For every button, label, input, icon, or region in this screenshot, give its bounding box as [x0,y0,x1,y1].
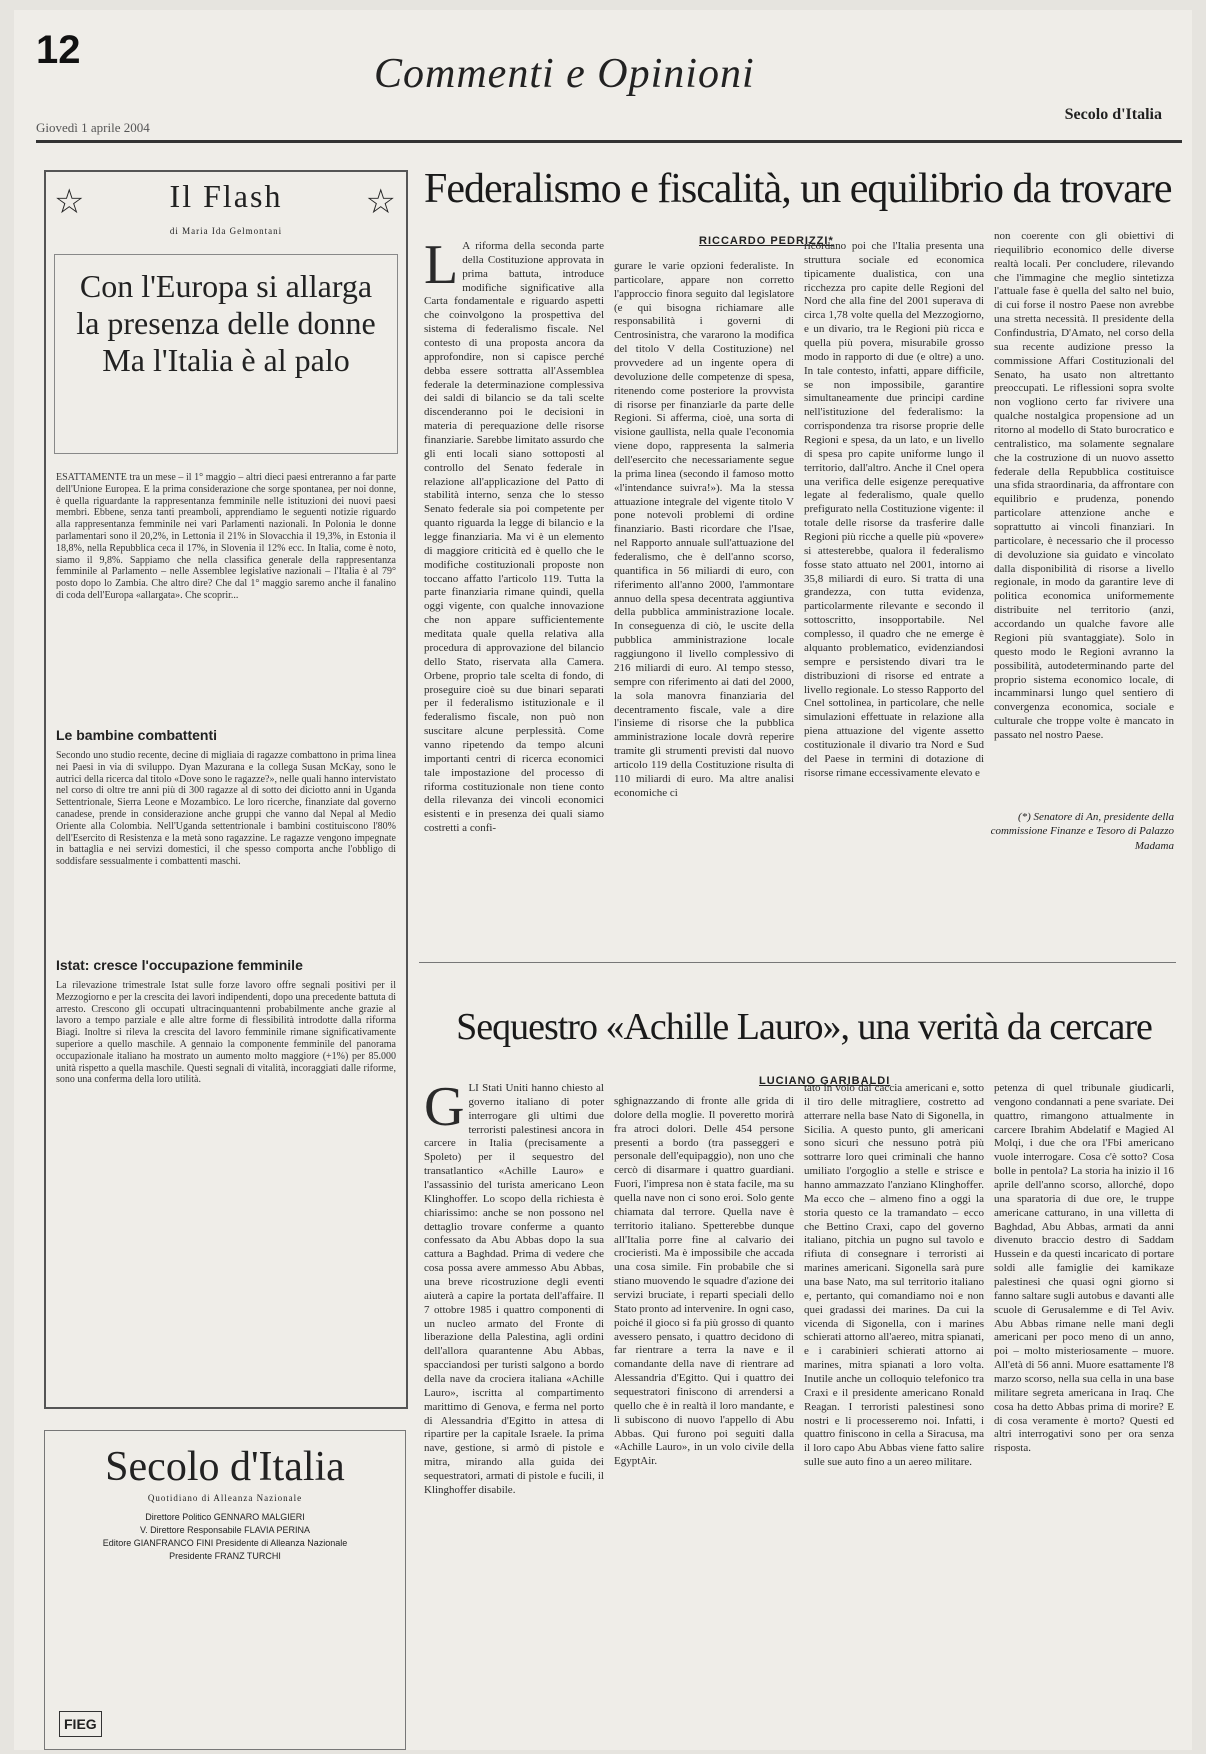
flash-byline: di Maria Ida Gelmontani [169,226,283,236]
flash-title: Il Flash [169,178,283,214]
credit-line: V. Direttore Responsabile FLAVIA PERINA [139,1525,311,1536]
page-number: 12 [36,28,81,72]
article2-col [424,1082,604,1742]
article2-col: sghignazzando di fronte alle grida di dolore della moglie. Il poveretto morirà fra atroci dolori. Delle 454 persone presenti a bordo (tra passeggeri e personale dell'equipaggio), non uno che cercò di disarmare i quattro guardiani. Fuori, l'impresa non è stata facile, ma su quella nave non ci sono eroi. Solo gente chiamata dal terrore. Quella nave è territorio italiano. Spetterebbe dunque all'Italia porre fine al calvario dei crocieristi. Ma è impossibile che accada una cosa simile. Fin probabile che si stiano muovendo le squadre d'azione dei servizi bruciate, i reparti speciali dello Stato pronto ad intervenire. In ogni caso, poiché il gioco si fa più grosso di quanto avessero pensato, i quattro decidono di far rientrare a terra la nave e il comandante della nave di rientrare ad Alessandria d'Egitto. Qui i quattro dei sequestratori finiscono di arrendersi a quello che è in realtà il loro mandante, e lì subiscono di nuovo l'appello di Abu Abbas. Qui furono poi seguiti dalla «Achille Lauro», in un volo civile della EgyptAir. [614,1095,794,1468]
article1-col: non coerente con gli obiettivi di riequilibrio economico delle diverse realtà locali. Per concludere, rilevando che l'immagine che meglio sintetizza l'attuale fase è quella del salto nel buio, di cui forse il nostro Paese non avrebbe una stretta necessità. Il presidente della Confindustria, D'Amato, nel corso della sua recente audizione presso la commissione Affari Costituzionali del Senato, ha usato non altrettanto preoccupati. Le riflessioni sopra svolte non vogliono certo far rivivere una qualche nostalgica propensione ad un ritorno al modello di Stato burocratico e centralistico, ma solamente segnalare che la costruzione di un nuovo assetto federale della Repubblica costituisce una sfida straordinaria, da affrontare con equilibrio e prudenza, ponendo particolare attenzione anche e soprattutto ai vincoli finanziari. In particolare, è necessario che il processo di devoluzione sia guidato e vincolato dalla disponibilità di risorse a livello regionale, in modo da garantire leve di politica economica uniformemente distribuite nel territorio (anzi, accordando un qualche favore alle Regioni più svantaggiate). Solo in questo modo le Regioni avranno la possibilità, autodeterminando parte del proprio sistema economico locale, di incamminarsi lungo quel sentiero di convergenza economica, sociale e culturale che troppe volte è mancato in passato nel nostro Paese. [994,230,1174,741]
article-divider [419,962,1176,963]
flash-text: Secondo uno studio recente, decine di migliaia di ragazze combattono in prima linea nei Paesi in via di sviluppo. Dyan Mazurana e la collega Susan McKay, sono le autrici della ricerca dal titolo «Dove sono le ragazze?», nelle quali hanno intervistato nel corso di oltre tre anni più di 300 ragazze al di sotto dei diciotto anni in Uganda Settentrionale, Sierra Leone e Mozambico. Le loro ricerche, finanziate dal governo canadese, prende in considerazione anche gruppi che vanno dal Nepal al Medio Oriente alla Colombia. Nell'Uganda settentrionale i bambini costituiscono l'80% dell'Esercito di Resistenza e la metà sono ragazzine. Le ragazze vengono impegnate in battaglia e nei servizi domestici, il che spesso comporta anche l'obbligo di soddisfare sessualmente i combattenti maschi. [56,750,396,868]
flash-intro-text: ESATTAMENTE tra un mese – il 1° maggio – altri dieci paesi entreranno a far parte dell'Unione Europea. E la prima considerazione che sorge spontanea, per noi donne, è quella riguardante la rappresentanza femminile nelle istituzioni dei nuovi paesi membri. Ebbene, senza tanti preamboli, apprendiamo le seguenti notizie riguardo alla rappresentanza femminile nei vari Parlamenti nazionali. In Polonia le donne parlamentari sono il 20,2%, in Lettonia il 21% in Slovacchia il 19,3%, in Estonia il 18,8%, nella Repubblica ceca il 17%, in Slovenia il 12% ecc. In Italia, come è noto, siamo il 9,8%. Sappiamo che nella classifica generale della rappresentanza femminile al Parlamento – nelle Assemblee legislative nazionali – l'Italia è al 79° posto dopo lo Zambia. Che altro dire? Che dal 1° maggio saremo anche il fanalino di coda dell'Europa «allargata». Che scoprir... [56,472,396,601]
article2-col: tato in volo dai caccia americani e, sotto il tiro delle mitragliere, costretto ad atterrare nella base Nato di Sigonella, in Sicilia. A questo punto, gli americani sono sicuri che nessuno potrà più sottrarre loro quei criminali che hanno umiliato l'orgoglio a stelle e strisce e hanno ammazzato l'anziano Klinghoffer. Ma ecco che – almeno fino a oggi la storia questo ce la tramandato – ecco che Bettino Craxi, capo del governo italiano, pitchia un pugno sul tavolo e rifiuta di consegnare i terroristi ai marines americani. Sigonella sarà pure una base Nato, ma sul territorio italiano e, pertanto, qui comandiamo noi e non quei gradassi dei marines. Da cui la vicenda di Sigonella, con i marines schierati attorno all'aereo, mitra spianati, e i carabinieri schierati attorno ai marines, mitra spianati a loro volta. Inutile anche un colloquio telefonico tra Craxi e il presidente americano Ronald Reagan. I terroristi palestinesi sono nostri e li processeremo noi. Infatti, i quattro finiscono in cella a Siracusa, ma il loro capo Abu Abbas viene fatto salire sulle sue auto fino a un aereo militare. [804,1082,984,1469]
drop-cap: L [424,240,459,296]
flash-headline-line: la presenza delle donne [76,305,376,342]
credit-line: Editore GIANFRANCO FINI Presidente di Alleanza Nazionale [102,1538,348,1549]
flash-headline-line: Ma l'Italia è al palo [102,342,350,379]
article1-col-text: A riforma della seconda parte della Costituzione approvata in prima battuta, introduce modifiche significative alla Carta fondamentale e riguardo aspetti che coinvolgono la prospettiva del sistema di federalismo fiscale. Nel contesto di una proposta ancora da approfondire, non si capisce perché debba essere sottratta all'Assemblea federale la determinazione complessiva dei saldi di bilancio se da tali scelte discenderanno poi le decisioni in materia di perequazione delle risorse finanziarie. Sarebbe limitato assurdo che gli enti locali siano sottoposti al controllo del Senato federale in relazione all'applicazione del Patto di stabilità interno, senza che lo stesso Senato federale sia poi competente per quanto riguarda la legge di bilancio e la legge finanziaria. Ma vi è un elemento di maggiore criticità ed è quello che le modifiche costituzionali proposte non toccano affatto l'articolo 119. Tutta la parte finanziaria rimane quindi, quella oggi vigente, con qualche innovazione che non appare sufficientemente meditata quale quella relativa alla procedura di approvazione del bilancio dello Stato, riservata alla Camera. Orbene, proprio tale scelta di fondo, di proseguire cioè su due binari separati per il federalismo istituzionale e il federalismo fiscale, non può non suscitare alcune perplessità. Come vanno ripetendo da tempo alcuni importanti centri di ricerca economici tale impostazione del processo di riforma costituzionale non tiene conto della rilevanza dei vincoli economici esistenti e in presenza dei quali siamo costretti a confi- [424,240,604,835]
flash-box [44,170,408,1409]
star-icon: ☆ [365,184,398,221]
header-rule [36,140,1182,143]
secolo-credits [65,1511,385,1563]
star-icon: ☆ [54,184,87,221]
flash-text: La rilevazione trimestrale Istat sulle forze lavoro offre segnali positivi per il Mezzogiorno e per la crescita dei lavori indipendenti, dopo una precedente battuta di arresto. Crescono gli occupati ultracinquantenni probabilmente anche grazie al lavoro a tempo parziale e alle altre forme di flessibilità introdotte dalla riforma Biagi. Inoltre si rileva la crescita del lavoro femminile rimane significativamente superiore a quello maschile. A gennaio la componente femminile del panorama occupazionale italiano ha mostrato un aumento molto maggiore (+1%) per 85.000 unità rispetto a quella maschile. Questi segnali di vitalità, incoraggiati dalle riforme, sono una conferma della loro utilità. [56,980,396,1086]
flash-headline-line: Con l'Europa si allarga [79,268,373,304]
flash-headline [54,254,398,454]
fieg-logo: FIEG [59,1711,102,1737]
flash-subhead: Istat: cresce l'occupazione femminile [56,957,303,973]
article2-col-text: LI Stati Uniti hanno chiesto al governo italiano di poter interrogare gli ultimi due terroristi palestinesi ancora in carcere in Italia (precisamente a Spoleto) per il sequestro del transatlantico «Achille Lauro» e l'assassinio del turista americano Leon Klinghoffer. Lo scopo della richiesta è chiarissimo: anche se non possono nel dettaglio trovare conferme a quanto confessato da Abu Abbas dopo la sua cattura a Baghdad. Prima di vedere che cosa possa avere ammesso Abu Abbas, una breve ricostruzione degli eventi aiuterà a capire la portata dell'affaire. Il 7 ottobre 1985 i quattro componenti di un nucleo armato del Fronte di liberazione della Palestina, agli ordini dell'allora quarantenne Abu Abbas, spacciandosi per turisti salgono a bordo della nave da crociera italiana «Achille Lauro», iscritta al compartimento marittimo di Genova, e ferma nel porto di Alessandria d'Egitto in attesa di ripartire per la capitale Israele. Ia prima nave, gestione, si armò di pistole e mitra, mirando alla guida dei sequestratori, armati di pistole e fucili, il Klinghoffer disabile. [424,1082,604,1496]
newspaper-page [14,10,1192,1750]
article1-col: ricordano poi che l'Italia presenta una struttura sociale ed economica tipicamente dualistica, con una ricchezza pro capite delle Regioni del Nord che alla fine del 2001 superava di circa 1,78 volte quella del Mezzogiorno, e un divario, tra le Regioni più ricca e quella più povera, misurabile grosso modo in rapporto di due (e oltre) a uno. In tale contesto, infatti, appare difficile, se non impossibile, garantire simultaneamente due principi cardine nell'istituzione del federalismo: la corrispondenza tra risorse proprie delle Regioni e spesa, da un lato, e un livello di spesa pro capite uniforme lungo il territorio, dall'altro. Anche il Cnel opera una verifica delle esigenze perequative legate al federalismo, quale quello prefigurato nella Costituzione vigente: il totale delle risorse da trasferire dalle Regioni più ricche a quelle più «povere» si attesterebbe, qualora il federalismo fosse stato attuato nel 2001, intorno ai 35,8 miliardi di euro. Si tratta di una grandezza, con tutta evidenza, particolarmente rilevante e secondo il sottoscritto, insopportabile. Nel complesso, il quadro che ne emerge è alquanto problematico, evidenziandosi sempre e persistendo divari tra le distribuzioni di risorse ed entrate a livello regionale. Lo stesso Rapporto del Cnel sottolinea, in particolare, che nelle simulazioni effettuate in relazione alla piena attuazione del vigente assetto costituzionale il divario tra Nord e Sud del Paese in termini di dotazione di risorse rimane eccessivamente elevato e [804,240,984,779]
article1-col: gurare le varie opzioni federaliste. In particolare, appare non corretto l'approccio finora seguito dal legislatore (e qui bisogna richiamare alle responsabilità i governi di Centrosinistra, che vararono la modifica del titolo V della Costituzione) nel provvedere ad un ingente opera di devoluzione delle competenze di spesa, ritenendo come posteriore la provvista di risorse per finanziarle da parte delle Regioni. Si afferma, cioè, una sorta di visione gaullista, nella quale l'economia viene dopo, rappresenta la salmeria dell'esercito che necessariamente segue la prima linea (secondo il famoso motto «l'intendance suivra!»). Ma la stessa attuazione integrale del vigente titolo V pone notevoli problemi di ordine finanziario. Basti ricordare che l'Isae, nel Rapporto annuale sull'attuazione del federalismo, che è dell'anno scorso, quantifica in 56 miliardi di euro, con riferimento all'anno 2000, l'ammontare annuo della spesa decentrata aggiuntiva della pubblica amministrazione locale. In conseguenza di ciò, le uscite della pubblica amministrazione locale raggiungono il livello complessivo di 216 miliardi di euro. Al tempo stesso, sempre con riferimento ai dati del 2000, la sola manovra finanziaria del decentramento fiscale, vale a dire l'insieme di risorse che la pubblica amministrazione locale dovrà reperire tramite gli strumenti previsti dal nuovo articolo 119 della Costituzione risulta di 110 miliardi di euro. Ma altre analisi economiche ci [614,260,794,799]
secolo-title: Secolo d'Italia [105,1444,345,1490]
credit-line: Direttore Politico GENNARO MALGIERI [145,1512,305,1522]
article1-headline: Federalismo e fiscalità, un equilibrio da trovare [424,166,1172,212]
date-line: Giovedì 1 aprile 2004 [36,120,150,135]
credit-line: Presidente FRANZ TURCHI [169,1551,281,1562]
article2-headline: Sequestro «Achille Lauro», una verità da cercare [456,1006,1152,1048]
section-title: Commenti e Opinioni [374,51,755,97]
article2-author: LUCIANO GARIBALDI [759,1075,891,1087]
article2-col: petenza di quel tribunale giudicarli, vengono condannati a pene svariate. Dei quattro, rimangono attualmente in carcere Ibrahim Abdelatif e Magied Al Molqi, i due che ora l'Fbi americano vuole interrogare. Cosa c'è sotto? Cosa bolle in pentola? La storia ha inizio il 16 aprile dell'anno scorso, allorché, dopo una sparatoria di due ore, le truppe americane catturano, in una villetta di Baghdad, Abu Abbas, armati da anni divenuto braccio destro di Saddam Hussein e da questi incaricato di portare soldi alle famiglie dei kamikaze palestinesi che quasi ogni giorno si fanno saltare sugli autobus e davanti alle scuole di Gerusalemme e di Tel Aviv. Abu Abbas rimane nelle mani degli americani per poco meno di un anno, poi – molto misteriosamente – muore. All'età di 56 anni. Muore esattamente l'8 marzo scorso, nella sua cella in una base militare segreta americana in Iraq. Che cosa ha detto Abbas prima di morire? E di cosa veramente è morto? Questi ed altri interrogativi sono per ora senza risposta. [994,1082,1174,1455]
flash-subhead: Le bambine combattenti [56,727,218,743]
article1-author: RICCARDO PEDRIZZI* [699,235,834,247]
article1-col [424,240,604,950]
secolo-info-box [44,1430,406,1750]
drop-cap: G [424,1082,465,1138]
article1-signature: (*) Senatore di An, presidente della commissione Finanze e Tesoro di Palazzo Madama [990,811,1174,852]
masthead-small: Secolo d'Italia [1064,106,1162,123]
secolo-subtitle: Quotidiano di Alleanza Nazionale [147,1493,303,1503]
